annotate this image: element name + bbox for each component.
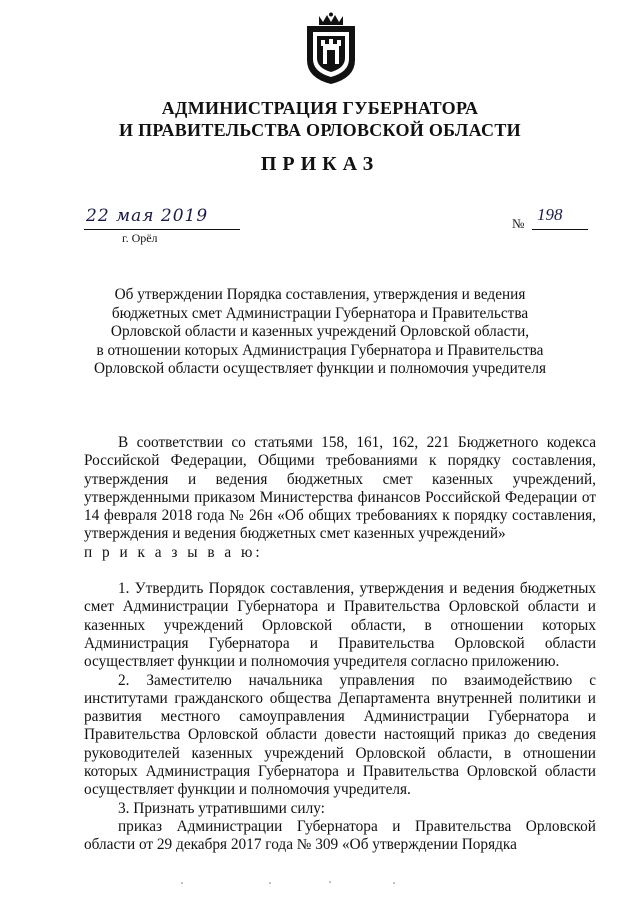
org-line-1: АДМИНИСТРАЦИЯ ГУБЕРНАТОРА [161,98,479,118]
subject-line: бюджетных смет Администрации Губернатора и Правительства [111,304,529,322]
item-1-paragraph: 1. Утвердить Порядок составления, утверждения и ведения бюджетных смет Администрации Губернатора и Правительства Орловской области и казенных учреждений Орловской области, в отношении которых Администрация Губернатора и Правительства Орловской области осуществляет функции и полномочия учредителя согласно приложению. [84,580,596,671]
subject-line: Об утверждении Порядка составления, утверждения и ведения [114,286,526,303]
preamble-paragraph: В соответствии со статьями 158, 161, 162, 221 Бюджетного кодекса Российской Федерации, Общими требованиями к порядку составления, утверждения и ведения бюджетных смет казенных учреждений, утвержденными приказом Министерства финансов Российской Федерации от 14 февраля 2018 года № 26н «Об общих требованиях к порядку составления, утверждения и ведения бюджетных смет казенных учреждений» [84,434,596,543]
order-subject [60,286,580,379]
city-label: г. Орёл [122,231,158,245]
order-body [84,434,596,855]
item-2-paragraph: 2. Заместителю начальника управления по взаимодействию с институтами гражданского общества Департамента внутренней политики и развития местного самоуправления Администрации Губернатора и Правительства Орловской области довести настоящий приказ до сведения руководителей казенных учреждений Орловской области, в отношении которых Администрация Губернатора и Правительства Орловской области осуществляет функции и полномочия учредителя. [84,671,596,799]
item-3-paragraph: 3. Признать утратившими силу: [118,799,325,817]
order-word: п р и к а з ы в а ю: [84,543,263,561]
document-type-title: ПРИКАЗ [260,153,380,175]
item-3-subparagraph: приказ Администрации Губернатора и Правительства Орловской области от 29 декабря 2017 года № 309 «Об утверждении Порядка [84,817,596,854]
organization-name [0,97,640,141]
scan-dots [180,880,480,886]
subject-line: в отношении которых Администрация Губернатора и Правительства [96,341,544,359]
number-label: № [512,216,525,231]
handwritten-number: 198 [537,205,563,224]
subject-line: Орловской области осуществляет функции и полномочия учредителя [93,360,546,378]
coat-of-arms-icon [301,12,361,86]
org-line-2: И ПРАВИТЕЛЬСТВА ОРЛОВСКОЙ ОБЛАСТИ [119,120,521,140]
subject-line: Орловской области и казенных учреждений Орловской области, [110,323,530,341]
handwritten-date: 22 мая 2019 [86,206,209,226]
